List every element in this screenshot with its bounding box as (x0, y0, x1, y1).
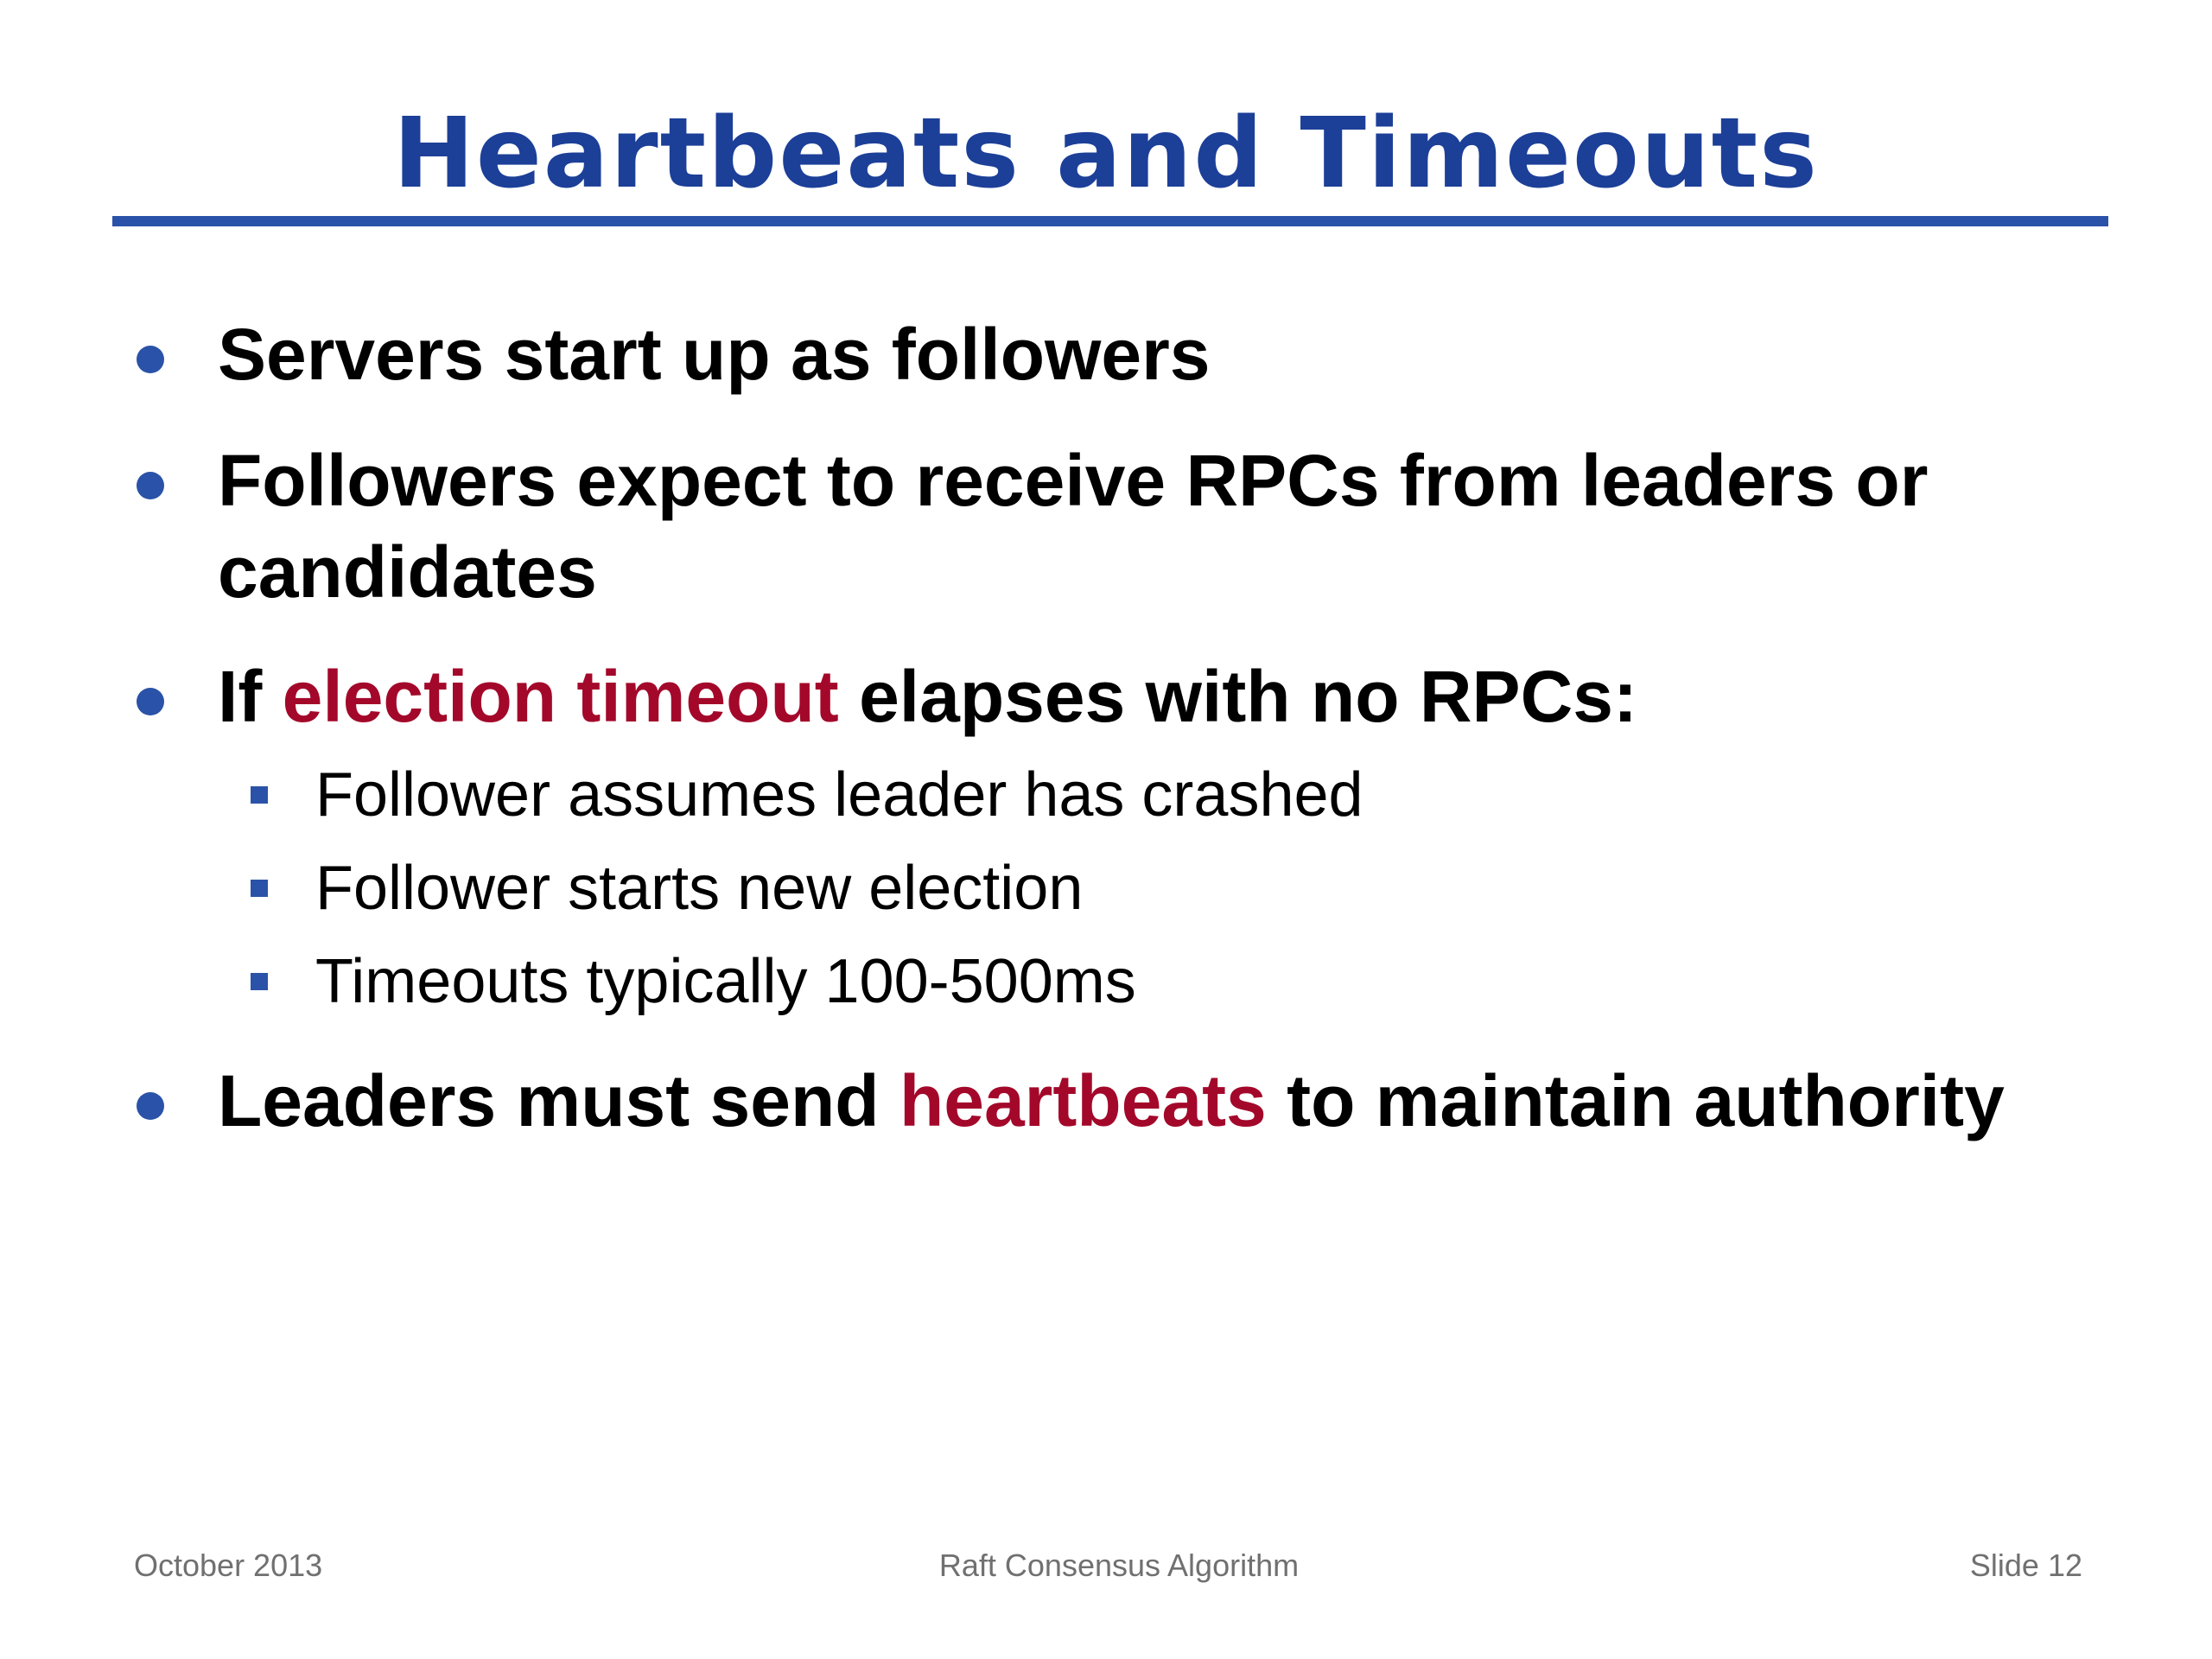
footer-date: October 2013 (134, 1548, 323, 1583)
sub-bullet-square-icon (251, 880, 268, 897)
bullet-text: Servers start up as followers (218, 314, 1211, 395)
slide-title: Heartbeats and Timeouts (393, 98, 1819, 210)
footer-topic: Raft Consensus Algorithm (938, 1548, 1300, 1583)
bullet-text (218, 651, 2101, 742)
bullet-text: Followers expect to receive RPCs from leaders or candidates (218, 440, 1929, 613)
bullet-dot-icon (137, 688, 164, 715)
bullet-text-pre: Leaders must send (218, 1060, 899, 1141)
sub-bullet-square-icon (251, 973, 268, 990)
sub-bullet-text: Follower starts new election (315, 854, 1084, 923)
highlight-term: election timeout (282, 656, 839, 737)
bullet-dot-icon (137, 1092, 164, 1120)
footer-slide-number: Slide 12 (1969, 1548, 2082, 1583)
bullet-text-pre: If (218, 656, 283, 737)
bullet-dot-icon (137, 472, 164, 499)
bullet-dot-icon (137, 346, 164, 373)
title-underline (112, 216, 2108, 226)
bullet-text (218, 1055, 2101, 1147)
highlight-term: heartbeats (899, 1060, 1267, 1141)
sub-bullet-text: Follower assumes leader has crashed (315, 760, 1363, 830)
bullet-text-post: to maintain authority (1266, 1060, 2005, 1141)
sub-bullet-text: Timeouts typically 100-500ms (315, 947, 1136, 1016)
sub-bullet-square-icon (251, 786, 268, 804)
bullet-text-post: elapses with no RPCs: (838, 656, 1637, 737)
